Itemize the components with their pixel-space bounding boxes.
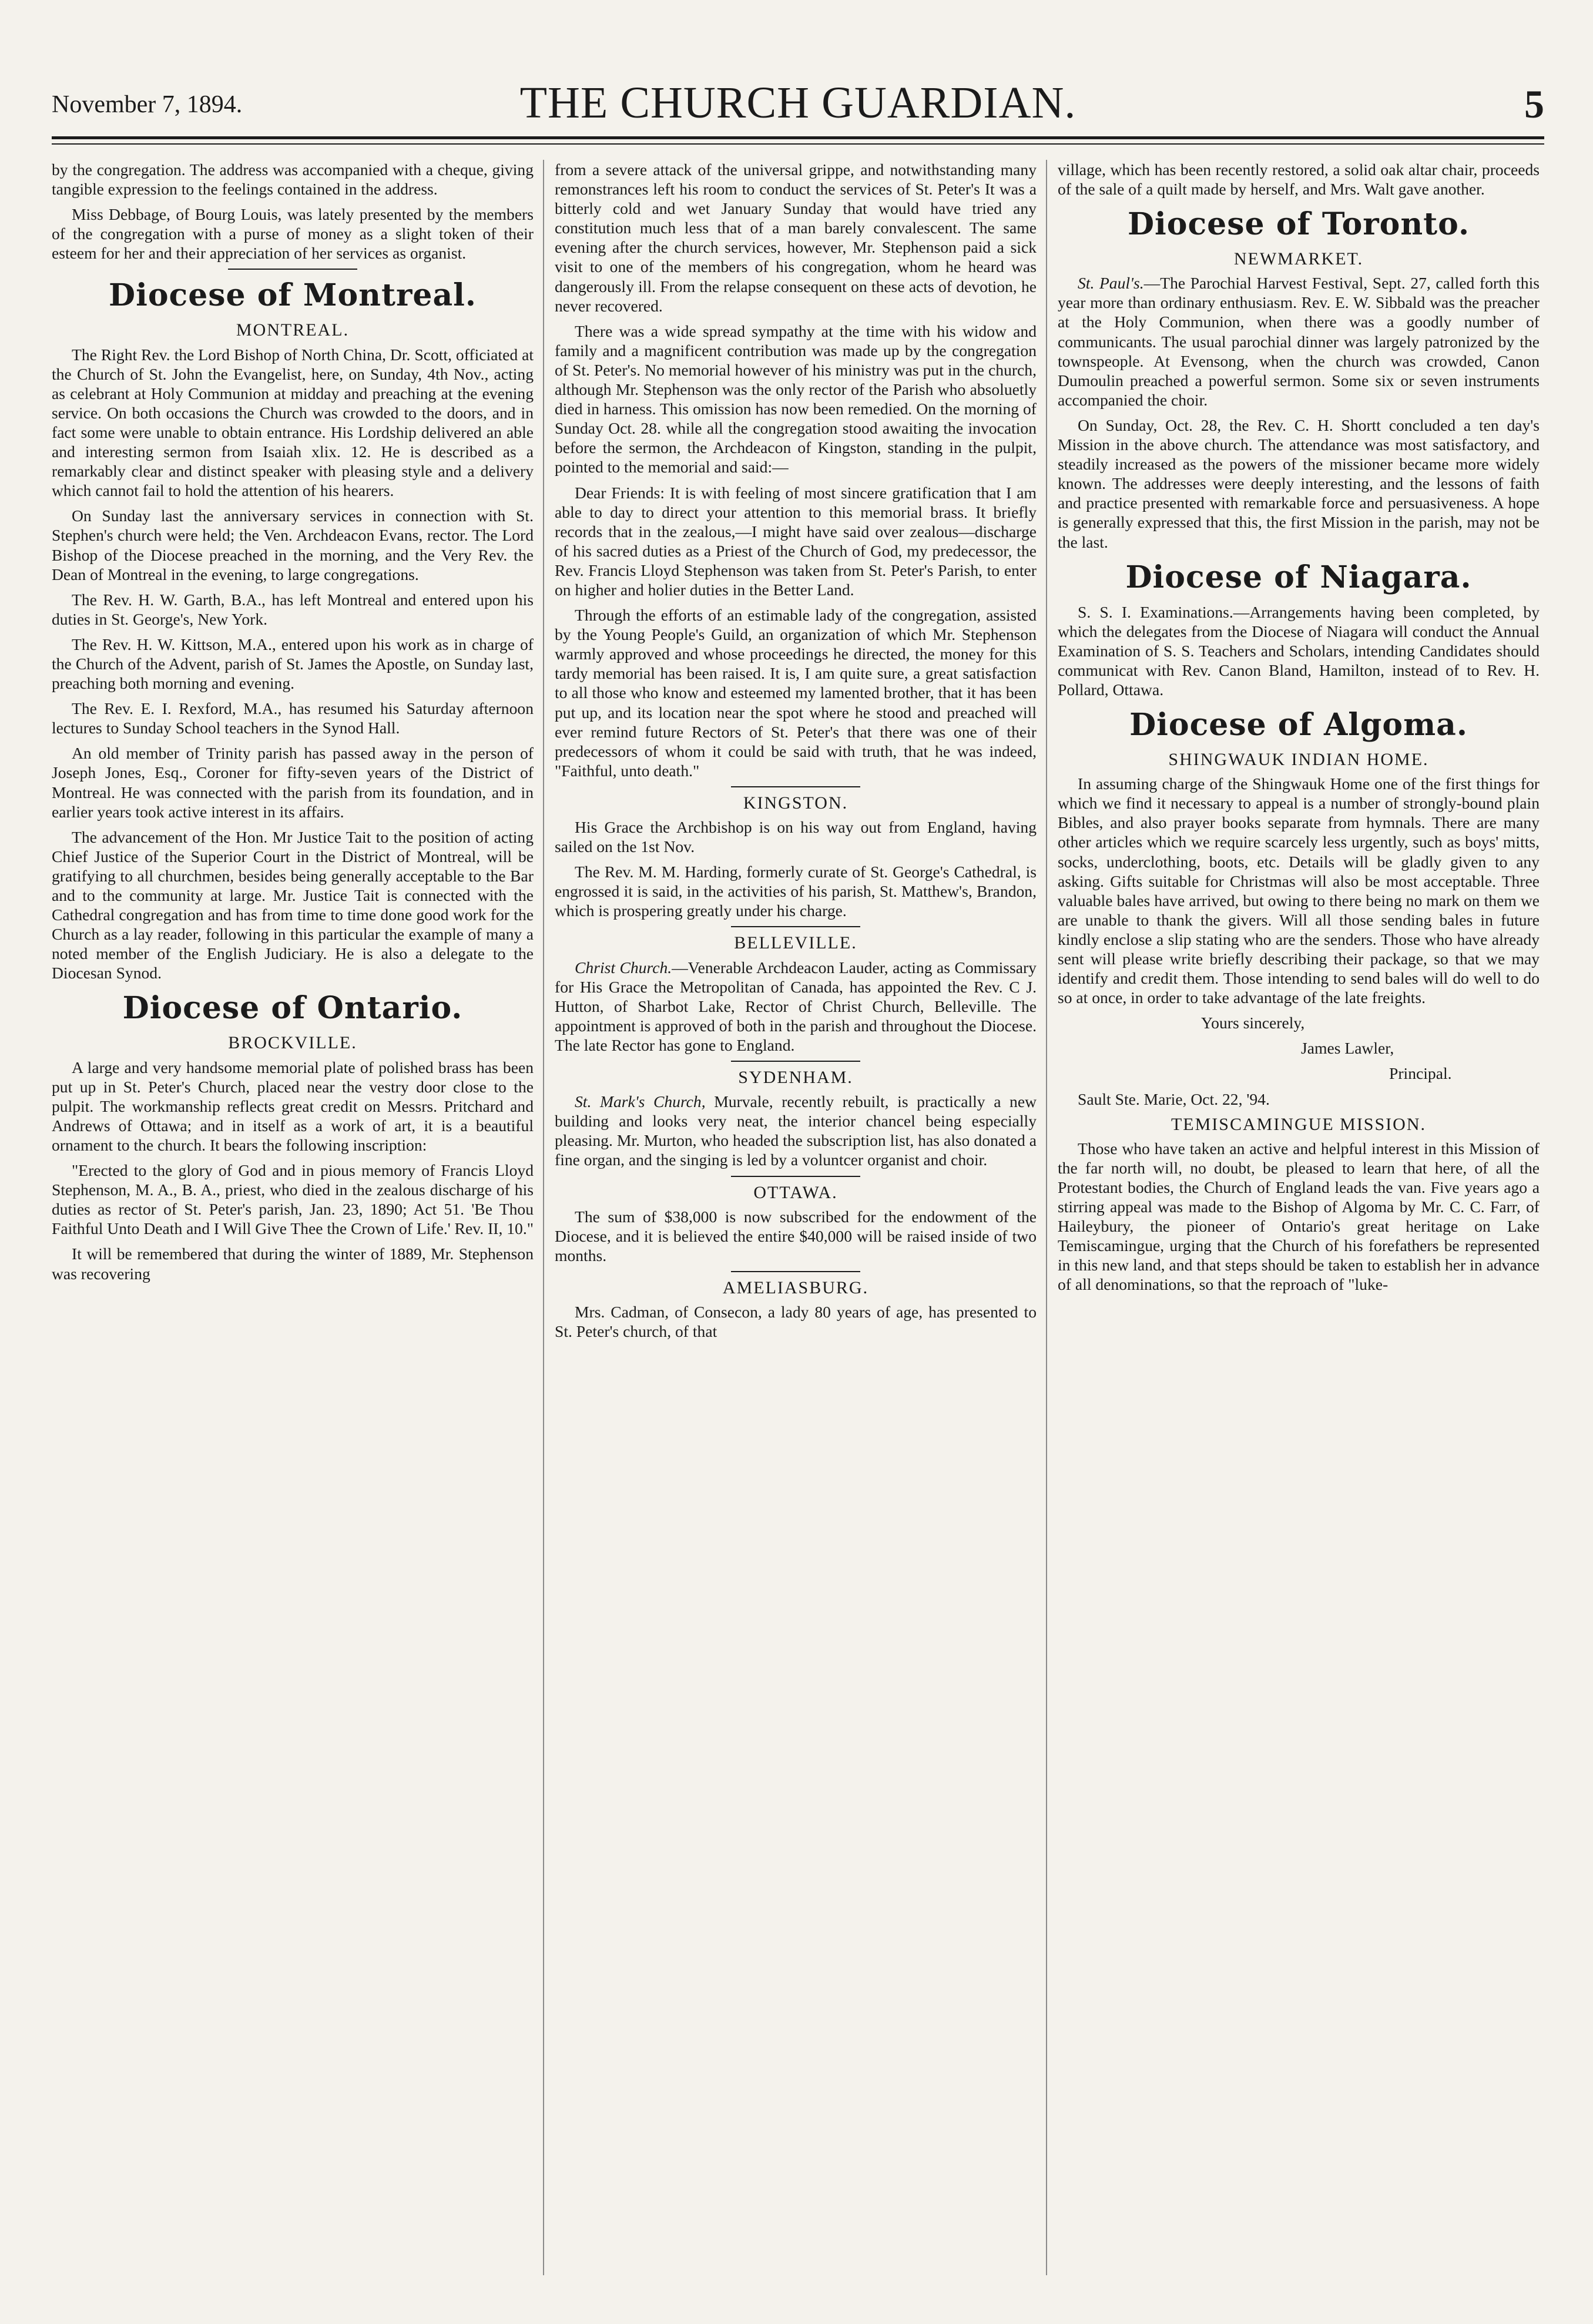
diocese-heading-algoma: Diocese of Algoma.: [1129, 707, 1468, 743]
newspaper-title: THE CHURCH GUARDIAN.: [519, 78, 1076, 128]
paragraph: His Grace the Archbishop is on his way out from England, having sailed on the 1st Nov.: [555, 818, 1037, 856]
paragraph: On Sunday last the anniversary services in connection with St. Stephen's church were held; the Ven. Archdeacon Evans, rector. The Lord Bishop of the Diocese preached in the morning, and the Very Rev. the Dean of Montreal in the evening, to large congregations.: [52, 507, 534, 583]
lead-text: Christ Church.: [575, 958, 672, 977]
paragraph: The Rev. E. I. Rexford, M.A., has resumed his Saturday afternoon lectures to Sunday School teachers in the Synod Hall.: [52, 699, 534, 737]
issue-date: November 7, 1894.: [52, 91, 243, 118]
subheading-shingwauk: SHINGWAUK INDIAN HOME.: [1168, 750, 1429, 770]
column-3: [1058, 160, 1540, 1300]
section-rule: [731, 786, 860, 787]
paragraph: The Right Rev. the Lord Bishop of North China, Dr. Scott, officiated at the Church of St. John the Evangelist, here, on Sunday, 4th Nov., acting as celebrant at Holy Communion at midday and preaching at the evening service. On both occasions the Church was crowded to the doors, and in fact some were unable to obtain entrance. His Lordship delivered an able and interesting sermon from Isaiah xlix. 12. He is described as a remarkably clear and distinct speaker with pleasing style and a delivery which cannot fail to hold the attention of his hearers.: [52, 345, 534, 500]
paragraph: The advancement of the Hon. Mr Justice Tait to the position of acting Chief Justice of the Superior Court in the District of Montreal, will be gratifying to all churchmen, besides being generally acceptable to the Bar and to the community at large. Mr. Justice Tait is connected with the Cathedral congregation and has from time to time done good work for the Church as a lay reader, following in this particular the example of many a noted member of the English Judiciary. He is also a delegate to the Diocesan Synod.: [52, 827, 534, 982]
paragraph: [555, 958, 1037, 1055]
paragraph: from a severe attack of the universal grippe, and notwithstanding many remonstrances left his room to conduct the services of St. Peter's It was a bitterly cold and wet January Sunday that would have tried any constitution much less that of a man barely convalescent. The same evening after the church services, however, Mr. Stephenson paid a sick visit to one of the members of his congregation, whom he heard was dangerously ill. From the relapse consequent on these acts of devotion, he never recovered.: [555, 160, 1037, 315]
body-text: —The Parochial Harvest Festival, Sept. 27, called forth this year more than ordinary enthusiasm. Rev. E. W. Sibbald was the preacher at the Holy Communion, when there was a goodly number of communicants. The usual parochial dinner was largely patronized by the townspeople. At Evensong, when the church was crowded, Canon Dumoulin preached a powerful sermon. Some six or seven instruments accompanied the choir.: [1058, 274, 1540, 409]
subheading-montreal: MONTREAL.: [236, 320, 350, 340]
diocese-heading-toronto: Diocese of Toronto.: [1127, 206, 1470, 243]
column-divider: [1046, 160, 1047, 2275]
masthead-rule-thin: [52, 143, 1544, 145]
subheading-newmarket: NEWMARKET.: [1233, 249, 1364, 269]
column-2: [555, 160, 1037, 1347]
paragraph: An old member of Trinity parish has passed away in the person of Joseph Jones, Esq., Coroner for fifty-seven years of the District of Montreal. He was connected with the parish from its foundation, and in earlier years took active interest in its affairs.: [52, 744, 534, 821]
subheading-sydenham: SYDENHAM.: [738, 1068, 853, 1088]
section-rule: [731, 1061, 860, 1062]
paragraph: village, which has been recently restored, a solid oak altar chair, proceeds of the sale of a quilt made by herself, and Mrs. Walt gave another.: [1058, 160, 1540, 199]
paragraph: The Rev. H. W. Garth, B.A., has left Montreal and entered upon his duties in St. George's, New York.: [52, 590, 534, 628]
diocese-heading-ontario: Diocese of Ontario.: [122, 990, 463, 1027]
section-rule: [731, 1271, 860, 1272]
body-text: —Venerable Archdeacon Lauder, acting as Commissary for His Grace the Metropolitan of Canada, has appointed the Rev. C J. Hutton, of Sharbot Lake, Rector of Christ Church, Belleville. The appointment is approved of both in the parish and throughout the Diocese. The late Rector has gone to England.: [555, 958, 1037, 1054]
paragraph: The sum of $38,000 is now subscribed for the endowment of the Diocese, and it is believed the entire $40,000 will be raised inside of two months.: [555, 1207, 1037, 1265]
subheading-ottawa: OTTAWA.: [753, 1182, 838, 1202]
page-number: 5: [1524, 82, 1544, 126]
section-rule: [731, 926, 860, 927]
paragraph: It will be remembered that during the winter of 1889, Mr. Stephenson was recovering: [52, 1245, 534, 1283]
body-text: Murvale, recently rebuilt, is practically a new building and looks very neat, the interior chancel being especially pleasing. Mr. Murton, who headed the subscription list, has also donated a fine organ, and the singing is led by a voluntcer organist and choir.: [555, 1092, 1037, 1169]
paragraph: There was a wide spread sympathy at the time with his widow and family and a magnificent contribution was made up by the congregation of St. Peter's. No memorial however of his ministry was put in the church, although Mr. Stephenson was the only rector of the Parish who absoluetly died in harness. This omission has now been remedied. On the morning of Sunday Oct. 28. while all the congregation stood awaiting the invocation before the sermon, the Archdeacon of Kingston, standing in the pulpit, pointed to the memorial and said:—: [555, 321, 1037, 477]
signoff-place: Sault Ste. Marie, Oct. 22, '94.: [1078, 1089, 1270, 1108]
subheading-belleville: BELLEVILLE.: [734, 933, 857, 953]
paragraph: Through the efforts of an estimable lady of the congregation, assisted by the Young People's Guild, an organization of which Mr. Stephenson warmly approved and whose proceedings he directed, the money for this tardy memorial has been raised. It is, I am quite sure, a great satisfaction to all those who know and esteemed my lamented brother, that it has been put up, and its location near the spot where he stood and preached will ever remind future Rectors of St. Peter's that there was one of their predecessors of whom it could be said with truth, that he was indeed, "Faithful, unto death.": [555, 606, 1037, 780]
paragraph: A large and very handsome memorial plate of polished brass has been put up in St. Peter's Church, placed near the vestry door close to the pulpit. The workmanship reflects great credit on Messrs. Pritchard and Andrews of Ottawa; and in itself as a work of art, it is a beautiful ornament to the church. It bears the following inscription:: [52, 1058, 534, 1154]
paragraph: Those who have taken an active and helpful interest in this Mission of the far north will, no doubt, be pleased to learn that here, of all the Protestant bodies, the Church of England leads the van. Five years ago a stirring appeal was made to the Bishop of Algoma by Mr. C. C. Farr, of Haileybury, the pioneer of Ontario's great heritage on Lake Temiscamingue, urging that the Church of his forefathers be represented in this new land, and that steps should be taken to establish her in advance of all denominations, so that the reproach of "luke-: [1058, 1139, 1540, 1294]
paragraph: by the congregation. The address was accompanied with a cheque, giving tangible expression to the feelings contained in the address.: [52, 160, 534, 199]
masthead-rule-thick: [52, 136, 1544, 139]
paragraph: Dear Friends: It is with feeling of most sincere gratification that I am able to day to direct your attention to this memorial brass. It briefly records that in the zealous,—I might have said over zealous—discharge of his sacred duties as a Priest of the Church of God, my predecessor, the Rev. Francis Lloyd Stephenson was taken from St. Peter's Parish, to enter on higher and holier duties in the Better Land.: [555, 483, 1037, 599]
paragraph: On Sunday, Oct. 28, the Rev. C. H. Shortt concluded a ten day's Mission in the above church. The attendance was most satisfactory, and steadily increased as the powers of the missioner became more widely known. The addresses were deeply interesting, and the lessons of faith and practice presented with remarkable force and persuasiveness. A hope is generally expressed that this, the first Mission in the parish, may not be the last.: [1058, 415, 1540, 551]
section-rule: [731, 1176, 860, 1177]
lead-text: St. Mark's Church,: [575, 1092, 706, 1111]
subheading-temiscamingue: TEMISCAMINGUE MISSION.: [1171, 1114, 1426, 1134]
paragraph: [555, 1092, 1037, 1169]
column-divider: [543, 160, 544, 2275]
paragraph: In assuming charge of the Shingwauk Home one of the first things for which we find it necessary to appeal is a number of strongly-bound plain Bibles, and also prayer books separate from hymnals. There are many other articles which we require scarcely less urgently, such as boys' mitts, socks, underclothing, boots, etc. Details will be gladly given to any asking. Gifts suitable for Christmas will also be most acceptable. Three valuable bales have arrived, but owing to there being no mark on them we are unable to thank the givers. Will all those sending bales in future kindly enclose a slip stating who are the senders. Those who have already sent will please write briefly describing their package, so that we may identify and credit them. Those intending to send bales will do well to do so at once, in order to take advantage of the late freights.: [1058, 774, 1540, 1007]
paragraph: [1058, 273, 1540, 410]
paragraph: The Rev. H. W. Kittson, M.A., entered upon his work as in charge of the Church of the Advent, parish of St. James the Apostle, on Sunday last, preaching both morning and evening.: [52, 635, 534, 693]
paragraph: Miss Debbage, of Bourg Louis, was lately presented by the members of the congregation with a purse of money as a slight token of their esteem for her and their appreciation of her services as organist.: [52, 205, 534, 263]
column-1: [52, 160, 534, 1289]
signoff-yours: Yours sincerely,: [1201, 1014, 1305, 1032]
paragraph: Mrs. Cadman, of Consecon, a lady 80 years of age, has presented to St. Peter's church, of that: [555, 1302, 1037, 1341]
subheading-brockville: BROCKVILLE.: [228, 1033, 357, 1053]
paragraph: The Rev. M. M. Harding, formerly curate of St. George's Cathedral, is engrossed it is said, in the activities of his parish, St. Matthew's, Brandon, which is prospering greatly under his charge.: [555, 863, 1037, 920]
diocese-heading-niagara: Diocese of Niagara.: [1125, 559, 1472, 595]
signoff-title: Principal.: [1389, 1064, 1452, 1083]
paragraph: S. S. I. Examinations.—Arrangements having been completed, by which the delegates from the Diocese of Niagara will conduct the Annual Examination of S. S. Teachers and Scholars, intending Candidates should communicat with Rev. Canon Bland, Hamilton, instead of to Rev. H. Pollard, Ottawa.: [1058, 602, 1540, 699]
lead-text: St. Paul's.: [1078, 274, 1144, 293]
subheading-kingston: KINGSTON.: [743, 793, 849, 813]
subheading-ameliasburg: AMELIASBURG.: [722, 1277, 869, 1297]
diocese-heading-montreal: Diocese of Montreal.: [109, 277, 477, 314]
section-rule: [228, 269, 357, 270]
signoff-name: James Lawler,: [1301, 1039, 1394, 1058]
inscription-quote: "Erected to the glory of God and in pious memory of Francis Lloyd Stephenson, M. A., B. A., priest, who died in the zealous discharge of his duties as rector of St. Peter's parish, Jan. 23, 1890; Act 51. 'Be Thou Faithful Unto Death and I Will Give Thee the Crown of Life.' Rev. II, 10.": [52, 1161, 534, 1238]
